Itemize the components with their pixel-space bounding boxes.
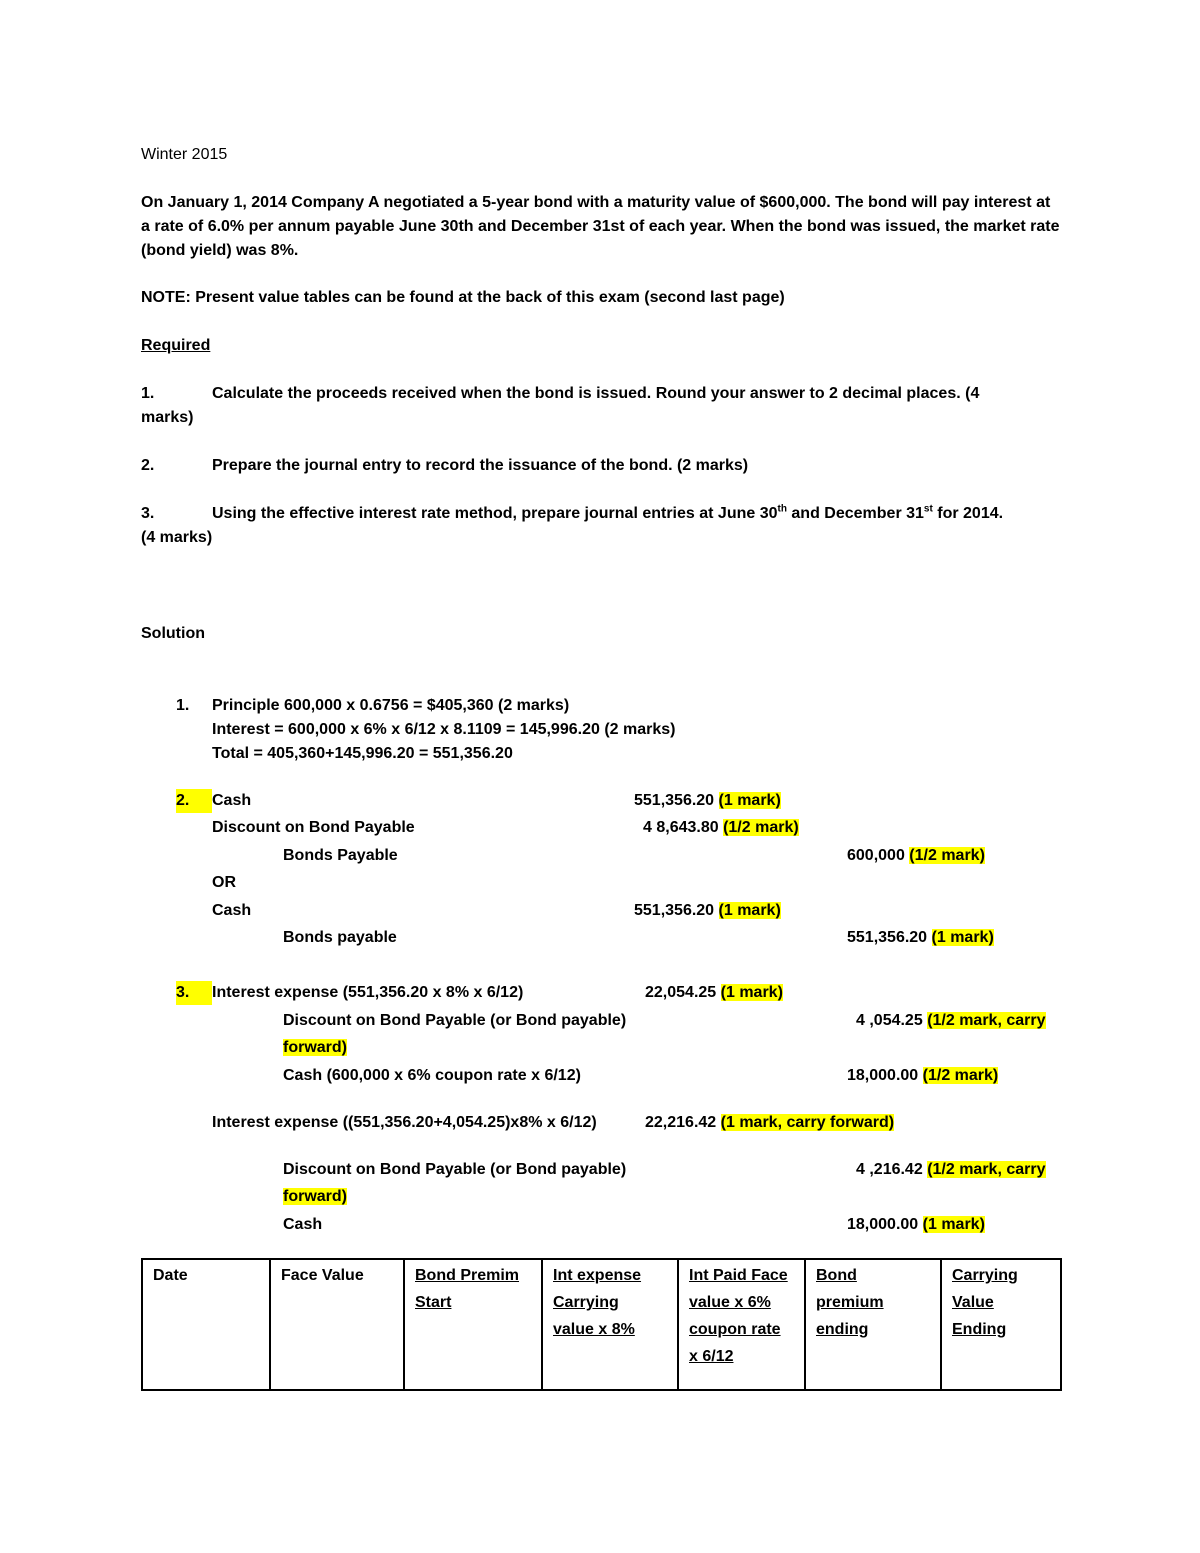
solution-part1-line3: Total = 405,360+145,996.20 = 551,356.20 (212, 745, 513, 762)
p3-int2-label: Interest expense ((551,356.20+4,054.25)x8% x 6/12) (212, 1114, 597, 1131)
p2-discount-amount: 4 8,643.80 (1/2 mark) (643, 819, 799, 836)
required-item-2-number: 2. (141, 457, 155, 474)
p3-cash1-label: Cash (600,000 x 6% coupon rate x 6/12) (283, 1067, 581, 1084)
header-date: Date (142, 1259, 270, 1390)
solution-part1-line1: Principle 600,000 x 0.6756 = $405,360 (2 marks) (212, 697, 570, 714)
p3-disc1-label: Discount on Bond Payable (or Bond payable) (283, 1012, 627, 1029)
required-item-1-number: 1. (141, 385, 155, 402)
required-item-1-wrap: marks) (141, 409, 194, 426)
p2-bonds-label: Bonds Payable (283, 847, 398, 864)
p3-disc2-amount: 4 ,216.42 (1/2 mark, carry (856, 1161, 1046, 1178)
table-header-row (142, 1259, 1061, 1390)
required-item-3-text: Using the effective interest rate method, prepare journal entries at June 30th and December 31st for 2014. (212, 503, 1004, 522)
p2-or-label: OR (212, 874, 236, 891)
p3-cash2-amount: 18,000.00 (1 mark) (847, 1216, 985, 1233)
required-heading: Required (141, 337, 211, 354)
required-item-1-text: Calculate the proceeds received when the bond is issued. Round your answer to 2 decimal places. (4 (212, 385, 980, 402)
required-item-2-text: Prepare the journal entry to record the issuance of the bond. (2 marks) (212, 457, 749, 474)
term-title: Winter 2015 (141, 146, 228, 163)
required-item-3-number: 3. (141, 505, 155, 522)
solution-part1-number: 1. (176, 697, 190, 714)
required-item-3-wrap: (4 marks) (141, 529, 213, 546)
header-int-expense: Int expense Carrying value x 8% (542, 1259, 678, 1390)
p3-int1-label: Interest expense (551,356.20 x 8% x 6/12) (212, 984, 524, 1001)
header-carrying-value-ending: Carrying Value Ending (941, 1259, 1061, 1390)
solution-part2-number: 2. (176, 789, 212, 813)
p3-disc1-amount: 4 ,054.25 (1/2 mark, carry (856, 1012, 1046, 1029)
p2-bonds2-label: Bonds payable (283, 929, 397, 946)
p2-cash2-label: Cash (212, 902, 252, 919)
p3-int1-amount: 22,054.25 (1 mark) (645, 984, 783, 1001)
p3-cash2-label: Cash (283, 1216, 323, 1233)
header-face-value: Face Value (270, 1259, 404, 1390)
header-bond-premium-ending: Bond premium ending (805, 1259, 941, 1390)
solution-part1-line2: Interest = 600,000 x 6% x 6/12 x 8.1109 = 145,996.20 (2 marks) (212, 721, 676, 738)
p2-bonds2-amount: 551,356.20 (1 mark) (847, 929, 994, 946)
amortization-schedule-table (141, 1258, 1062, 1391)
p2-bonds-amount: 600,000 (1/2 mark) (847, 847, 985, 864)
p3-disc1-mark-wrap: forward) (283, 1039, 347, 1056)
p2-cash2-amount: 551,356.20 (1 mark) (634, 902, 781, 919)
p2-discount-label: Discount on Bond Payable (212, 819, 415, 836)
question-intro: On January 1, 2014 Company A negotiated a 5-year bond with a maturity value of $600,000. The bond will pay interest at a rate of 6.0% per annum payable June 30th and December 31st of each year. When the bond was issued, the market rate (bond yield) was 8%. (141, 194, 1060, 259)
note-text: NOTE: Present value tables can be found at the back of this exam (second last page) (141, 289, 785, 306)
p3-disc2-mark-wrap: forward) (283, 1188, 347, 1205)
p3-disc2-label: Discount on Bond Payable (or Bond payable) (283, 1161, 627, 1178)
p2-cash-amount: 551,356.20 (1 mark) (634, 792, 781, 809)
p3-int2-amount: 22,216.42 (1 mark, carry forward) (645, 1114, 895, 1131)
p3-cash1-amount: 18,000.00 (1/2 mark) (847, 1067, 999, 1084)
p2-cash-label: Cash (212, 792, 252, 809)
solution-part3-number: 3. (176, 981, 212, 1005)
header-int-paid: Int Paid Face value x 6% coupon rate x 6/12 (678, 1259, 805, 1390)
solution-heading: Solution (141, 625, 205, 642)
header-bond-premium-start: Bond Premim Start (404, 1259, 542, 1390)
